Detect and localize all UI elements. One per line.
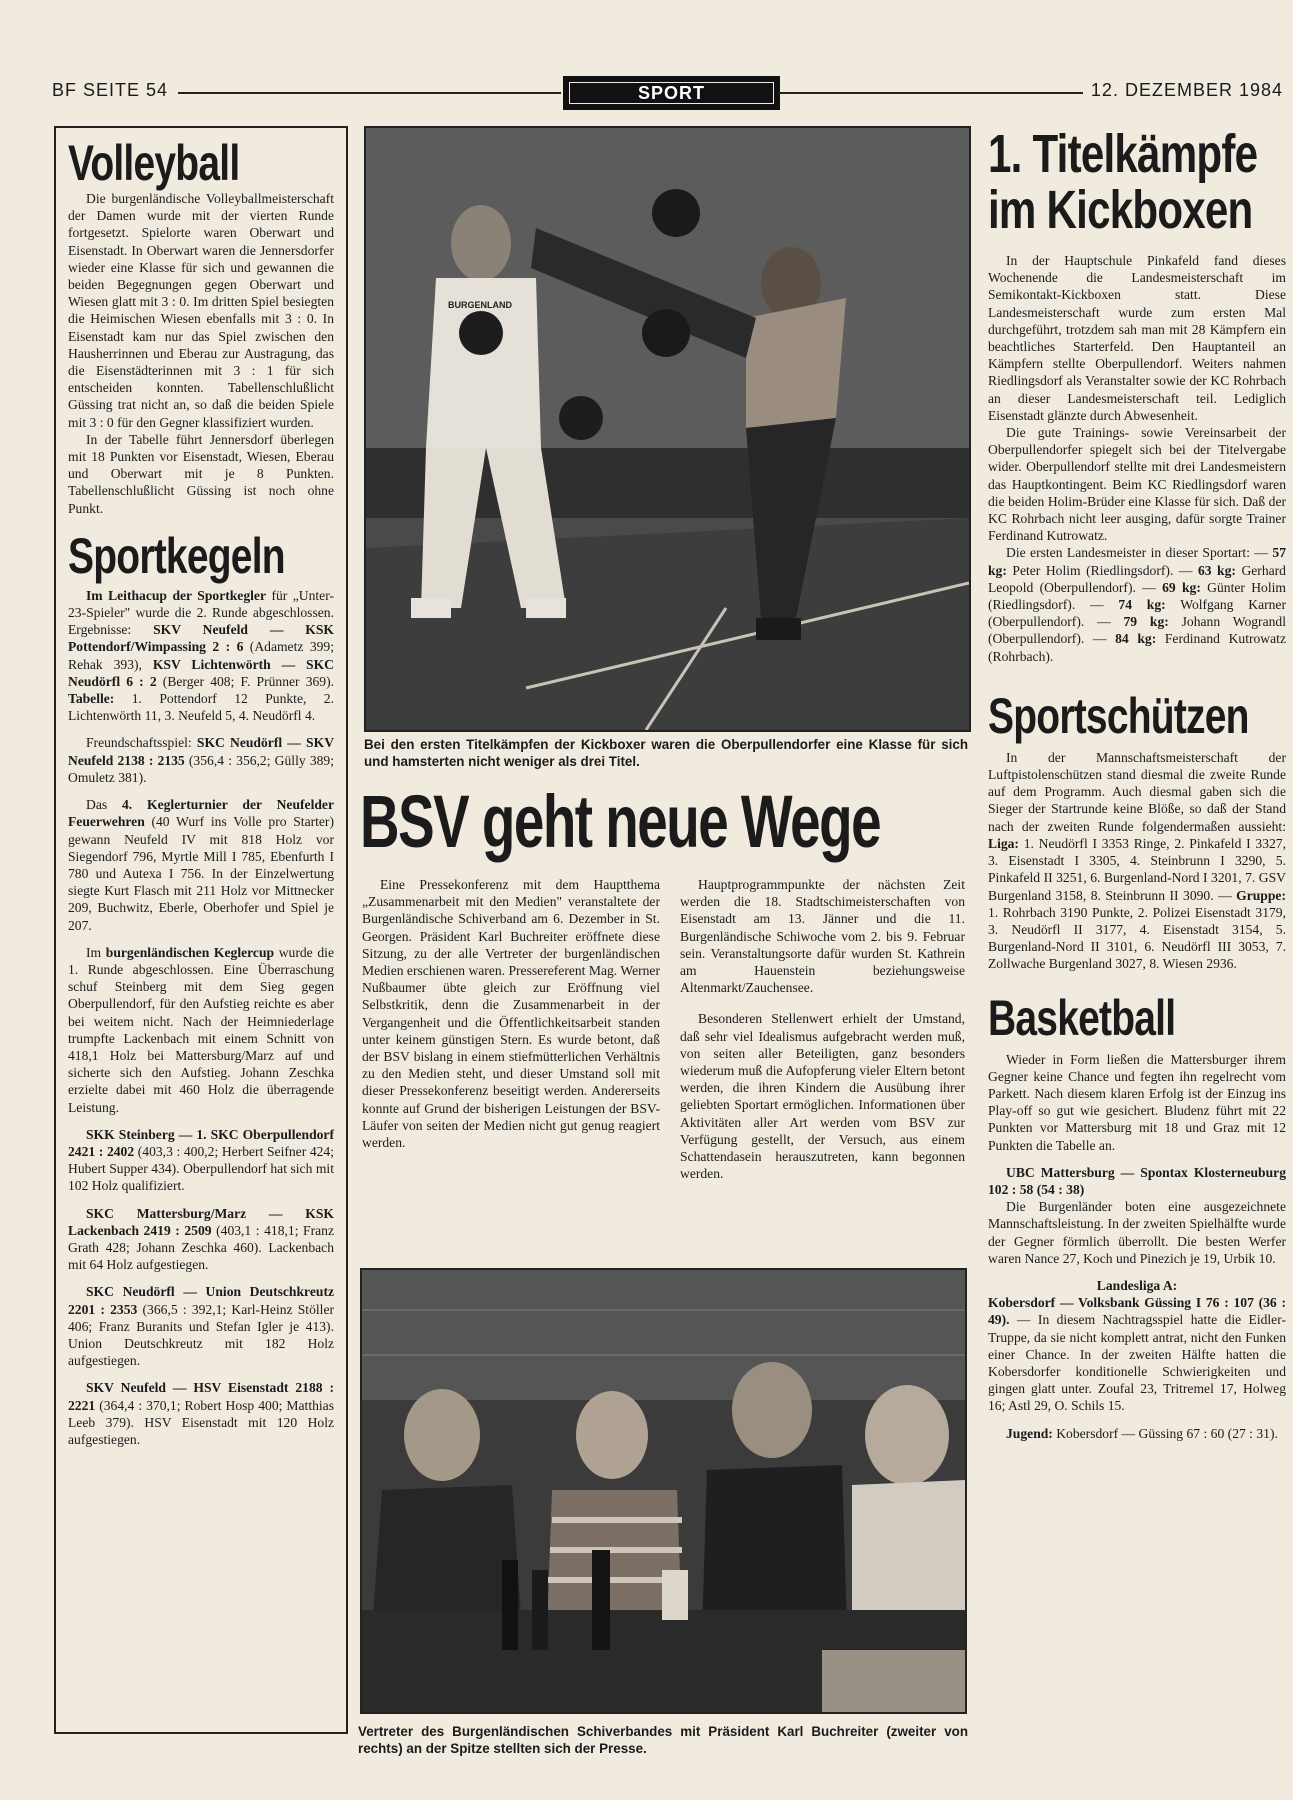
liga-heading: Landesliga A: xyxy=(1096,1277,1178,1293)
basketball-paragraph: Kobersdorf — Volksbank Güssing I 76 : 107 (36 : 49). — In diesem Nachtragsspiel hatte die Eidler-Truppe, da sie nicht komplett antrat, nicht den Funken einer Chance. In der zweiten Hälfte hatten die Kobersdorfer konditionelle Schwierigkeiten und gingen glatt unter. Zoufal 23, Tritremel 17, Holweg 16; Astl 29, O. Schils 15. xyxy=(988,1295,1286,1414)
kickboxing-photo xyxy=(364,126,971,732)
basketball-paragraph: Wieder in Form ließen die Mattersburger ihrem Gegner keine Chance und fegten ihn regelrecht vom Parkett. Nach diesem klaren Erfolg ist der Einzug ins Play-off so gut wie gesichert. Bludenz führt mit 22 Punkten vor Mattersburg mit 18 und Graz mit 12 Punkten die Tabelle an. xyxy=(988,1051,1286,1153)
volleyball-headline: Volleyball xyxy=(68,135,240,191)
press-conference-caption: Vertreter des Burgenländischen Schiverbandes mit Präsident Karl Buchreiter (zweiter von rechts) an der Spitze stellten sich der Presse. xyxy=(358,1724,968,1756)
right-column xyxy=(988,126,1286,1442)
kickboxen-paragraph: Die gute Trainings- sowie Vereinsarbeit der Oberpullendorfer spiegelt sich bei der Titelvergabe wider. Oberpullendorf stellte mit drei Landesmeistern das Hauptkontingent. Beim KC Riedlingsdorf waren die beiden Holim-Brüder eine Klasse für sich. Daß der KC Rohrbach nicht leer ausging, dafür sorgte Trainer Ferdinand Kutrowatz. xyxy=(988,425,1286,544)
kegeln-result: SKC Neudörfl — Union Deutschkreutz 2201 : 2353 (366,5 : 392,1; Karl-Heinz Stöller 406; Franz Buranits und Stefan Igler je 413). Union Deutschkreutz mit 182 Holz aufgestiegen. xyxy=(68,1284,334,1369)
basketball-headline: Basketball xyxy=(988,989,1176,1046)
kegeln-result: SKC Mattersburg/Marz — KSK Lackenbach 2419 : 2509 (403,1 : 418,1; Franz Grath 428; Johann Zeschka 460). Lackenbach mit 64 Holz aufgestiegen. xyxy=(68,1205,334,1273)
kegeln-result: SKV Neufeld — HSV Eisenstadt 2188 : 2221 (364,4 : 370,1; Robert Hosp 400; Matthias Leeb 379). HSV Eisenstadt mit 120 Holz aufgestiegen. xyxy=(68,1380,334,1447)
kickboxing-photo-art xyxy=(366,128,969,730)
section-label: SPORT xyxy=(569,82,774,104)
basketball-match-result: UBC Mattersburg — Spontax Klosterneuburg 102 : 58 (54 : 38) xyxy=(988,1164,1286,1197)
section-label-box xyxy=(563,76,780,110)
bsv-paragraph: Besonderen Stellenwert erhielt der Umstand, daß sehr viel Idealismus aufgebracht werden muß, von seiten aller Beteiligten, ganz besonders wiederum muß die Aufopferung vieler Eltern betont werden, die ihren Kindern die Ausübung ihrer geliebten Sportart ermöglichen. Informationen über Aktivitäten aller Art werden vom BSV zur Verfügung gestellt, der Versuch, aus einem Schattendasein herauszutreten, kann begonnen werden. xyxy=(680,1011,965,1182)
header-rule xyxy=(778,92,1083,94)
kegeln-paragraph: Das 4. Keglerturnier der Neufelder Feuerwehren (40 Wurf ins Volle pro Starter) gewann Neufeld IV mit 818 Holz vor Siegendorf 796, Myrtle Mill I 785, Ebenfurth I 780 und Autexa I 756. In der Einzelwertung siegte Kurt Flasch mit 211 Holz vor Mittnecker 209, Buchwitz, Eberle, Oberhofer und Spiel je 207. xyxy=(68,797,334,933)
press-conference-photo-art xyxy=(362,1270,965,1712)
sportschuetzen-headline: Sportschützen xyxy=(988,687,1249,744)
kickboxen-headline: 1. Titelkämpfe im Kickboxen xyxy=(988,124,1258,240)
kegeln-paragraph: Freundschaftsspiel: SKC Neudörfl — SKV Neufeld 2138 : 2135 (356,4 : 356,2; Gülly 389; Omuletz 381). xyxy=(68,735,335,785)
kegeln-paragraph: Im Leithacup der Sportkegler für „Unter-23-Spieler" wurde die 2. Runde abgeschlossen. Ergebnisse: SKV Neufeld — KSK Pottendorf/Wimpassing 2 : 6 (Adametz 399; Rehak 393), KSV Lichtenwörth — SKC Neudörfl 6 : 2 (Berger 408; F. Prünner 369). Tabelle: 1. Pottendorf 12 Punkte, 2. Lichtenwörth 11, 3. Neufeld 5, 4. Neudörfl 4. xyxy=(68,587,335,724)
volleyball-paragraph: In der Tabelle führt Jennersdorf überlegen mit 18 Punkten vor Eisenstadt, Wiesen, Eberau und Oberwart mit je 8 Punkten. Tabellenschlußlicht Güssing ist noch ohne Punkt. xyxy=(68,431,334,516)
bsv-paragraph: Hauptprogrammpunkte der nächsten Zeit werden die 18. Stadtschimeisterschaften von Eisenstadt am 13. Jänner und die 11. Burgenländische Schiwoche vom 2. bis 9. Februar sein. Veranstaltungsorte dafür wurden St. Kathrein am Hauenstein beziehungsweise Altenmarkt/Zauchensee. xyxy=(680,877,965,996)
volleyball-paragraph: Die burgenländische Volleyballmeisterschaft der Damen wurde mit der vierten Runde fortgesetzt. Spielorte waren Oberwart und Eisenstadt. In Oberwart waren die Jennersdorfer wieder eine Klasse für sich und gewannen die beiden Begegnungen gegen Oberwart und Wiesen glatt mit 3 : 0. Im dritten Spiel besiegten die Heimischen Wiesen ebenfalls mit 3 : 0. In Eisenstadt kam nur das Spiel zwischen den Hausherrinnen und Eberau zur Austragung, das die Eisenstädterinnen mit 3 : 1 für sich entscheiden konnten. Tabellenschlußlicht Güssing trat nicht an, so daß die beiden Spiele mit 3 : 0 für den Gegner klassifiziert wurden. xyxy=(68,191,334,430)
kegeln-paragraph: Im burgenländischen Keglercup wurde die 1. Runde abgeschlossen. Eine Überraschung schuf Steinberg mit dem Sieg gegen Oberpullendorf, für den Aufstieg reichte es aber bei weitem nicht. Nach der Heimniederlage trumpfte Lackenbach mit einem Schnitt von 418,1 Holz bei Mattersburg/Marz auf und sicherte sich den Aufstieg. Johann Zeschka erzielte dabei mit 460 Holz die überragende Leistung. xyxy=(68,944,334,1115)
sportschuetzen-paragraph: In der Mannschaftsmeisterschaft der Luftpistolenschützen stand diesmal die zweite Runde auf dem Programm. Auch diesmal gaben sich die Sieger der Startrunde keine Blöße, so daß der Stand nach der zweiten Runde folgendermaßen aussieht: Liga: 1. Neudörfl I 3353 Ringe, 2. Pinkafeld I 3327, 3. Eisenstadt I 3305, 4. Steinbrunn I 3290, 5. Pinkafeld II 3251, 6. Burgenland-Nord I 3201, 7. GSV Burgenland 3158, 8. Steinbrunn II 3090. — Gruppe: 1. Rohrbach 3190 Punkte, 2. Polizei Eisenstadt 3179, 3. Neudörfl II 3177, 4. Eisenstadt 3154, 5. Burgenland-Nord II 3101, 6. Neudörfl III 3053, 7. Zollwache Burgenland 3027, 8. Wiesen 2936. xyxy=(988,749,1286,972)
bsv-column-2 xyxy=(680,876,965,1182)
issue-date: 12. DEZEMBER 1984 xyxy=(1090,80,1283,100)
header-rule xyxy=(178,92,561,94)
shirt-lettering: BURGENLAND xyxy=(448,300,512,310)
jugend-result: Jugend: Kobersdorf — Güssing 67 : 60 (27 : 31). xyxy=(1006,1425,1278,1441)
kickboxen-paragraph: In der Hauptschule Pinkafeld fand dieses Wochenende die Landesmeisterschaft im Semikontakt-Kickboxen statt. Diese Landesmeisterschaft wurde zum ersten Mal durchgeführt, trotzdem sah man mit 28 Kämpfern ein beachtliches Starterfeld. Den Hauptanteil an Kämpfern stellte Oberpullendorf. Weiters nahmen Riedlingsdorf als Veranstalter sowie der KC Rohrbach an dieser Landesmeisterschaft teil. Lediglich Eisenstadt glänzte durch Abwesenheit. xyxy=(988,253,1286,423)
sportkegeln-headline: Sportkegeln xyxy=(68,527,285,584)
bsv-headline: BSV geht neue Wege xyxy=(360,780,881,863)
basketball-paragraph: Die Burgenländer boten eine ausgezeichnete Mannschaftsleistung. In der zweiten Spielhälfte wurde der Gegner förmlich überrollt. Die besten Werfer waren Nance 27, Koch und Pinezich je 19, Urbik 10. xyxy=(988,1199,1286,1266)
kickboxen-results: Die ersten Landesmeister in dieser Sportart: — 57 kg: Peter Holim (Riedlingsdorf). — 63 kg: Gerhard Leopold (Oberpullendorf). — 69 kg: Günter Holim (Riedlingsdorf). — 74 kg: Wolfgang Karner (Oberpullendorf). — 79 kg: Johann Wograndl (Oberpullendorf). — 84 kg: Ferdinand Kutrowatz (Rohrbach). xyxy=(988,545,1286,664)
bsv-column-1 xyxy=(362,876,660,1151)
press-conference-photo xyxy=(360,1268,967,1714)
bsv-paragraph: Eine Pressekonferenz mit dem Hauptthema „Zusammenarbeit mit den Medien" veranstaltete der Burgenländische Schiverband am 6. Dezember in St. Georgen. Präsident Karl Buchreiter eröffnete diese Sitzung, zu der alle Vertreter der burgenländischen Medien erschienen waren. Pressereferent Mag. Werner Nußbaumer übte gleich zur Eröffnung viel Selbstkritik, denn die Zusammenarbeit in der Vergangenheit und die Öffentlichkeitsarbeit standen unter keinem günstigen Stern. Es wurde betont, daß der BSV bislang in einem stiefmütterlichen Verhältnis zu den Medien steht, und dieser Umstand soll mit dieser Pressekonferenz beseitigt werden. Andererseits konnte auf Grund der bisherigen Leistungen der BSV-Läufer von seiten der Medien nicht gut genug reagiert werden. xyxy=(362,877,660,1151)
page-number: BF SEITE 54 xyxy=(52,80,169,100)
kegeln-result: SKK Steinberg — 1. SKC Oberpullendorf 2421 : 2402 (403,3 : 400,2; Herbert Seifner 424; Hubert Supper 434). Oberpullendorf hat sich mit 102 Holz qualifiziert. xyxy=(68,1126,335,1194)
left-column xyxy=(54,126,348,1734)
kickboxing-photo-caption: Bei den ersten Titelkämpfen der Kickboxer waren die Oberpullendorfer eine Klasse für sich und hamsterten nicht weniger als drei Titel. xyxy=(364,737,968,769)
